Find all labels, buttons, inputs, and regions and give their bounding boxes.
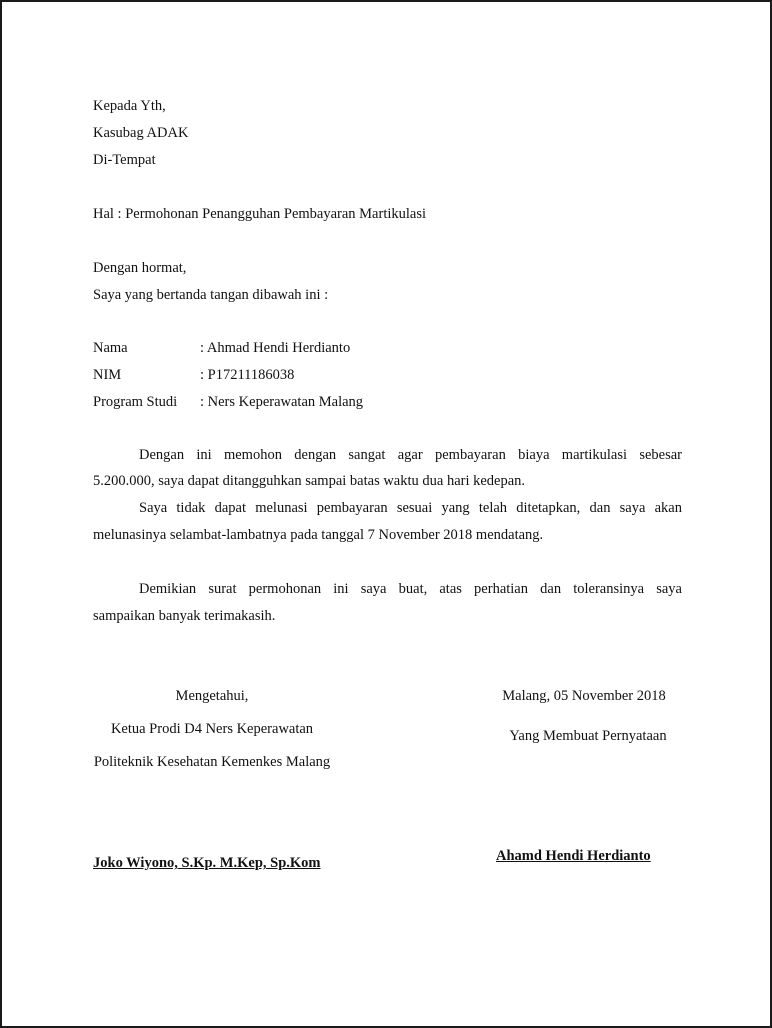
subject-line: Hal : Permohonan Penangguhan Pembayaran Martikulasi <box>93 206 427 222</box>
place-date: Malang, 05 November 2018 <box>502 688 666 704</box>
left-signatory-name: Joko Wiyono, S.Kp. M.Kep, Sp.Kom <box>93 855 321 871</box>
body-paragraph-1-line-2: 5.200.000, saya dapat ditangguhkan sampai batas waktu dua hari kedepan. <box>93 473 526 489</box>
recipient-line-1: Kepada Yth, <box>93 98 166 114</box>
left-sign-label: Mengetahui, <box>175 688 249 704</box>
identity-label-program: Program Studi <box>93 394 178 410</box>
recipient-line-3: Di-Tempat <box>93 152 156 168</box>
greeting: Dengan hormat, <box>93 260 187 276</box>
body-paragraph-2-line-2: melunasinya selambat-lambatnya pada tanggal 7 November 2018 mendatang. <box>93 527 544 543</box>
body-paragraph-3-line-2: sampaikan banyak terimakasih. <box>93 608 276 624</box>
identity-label-nim: NIM <box>93 367 122 383</box>
recipient-line-2: Kasubag ADAK <box>93 125 189 141</box>
right-sign-label: Yang Membuat Pernyataan <box>509 728 667 744</box>
body-paragraph-1-line-1: Dengan ini memohon dengan sangat agar pembayaran biaya martikulasi sebesar <box>139 447 682 463</box>
body-paragraph-2-line-1: Saya tidak dapat melunasi pembayaran sesuai yang telah ditetapkan, dan saya akan <box>139 500 682 516</box>
body-paragraph-3-line-1: Demikian surat permohonan ini saya buat, atas perhatian dan toleransinya saya <box>139 581 682 597</box>
left-sign-title-2: Politeknik Kesehatan Kemenkes Malang <box>93 754 331 770</box>
identity-value-nim: : P17211186038 <box>200 367 295 383</box>
intro-line: Saya yang bertanda tangan dibawah ini : <box>93 287 329 303</box>
identity-value-name: : Ahmad Hendi Herdianto <box>200 340 351 356</box>
right-signatory-name: Ahamd Hendi Herdianto <box>496 848 651 864</box>
left-sign-title-1: Ketua Prodi D4 Ners Keperawatan <box>110 721 314 737</box>
identity-value-program: : Ners Keperawatan Malang <box>200 394 364 410</box>
identity-label-name: Nama <box>93 340 128 356</box>
